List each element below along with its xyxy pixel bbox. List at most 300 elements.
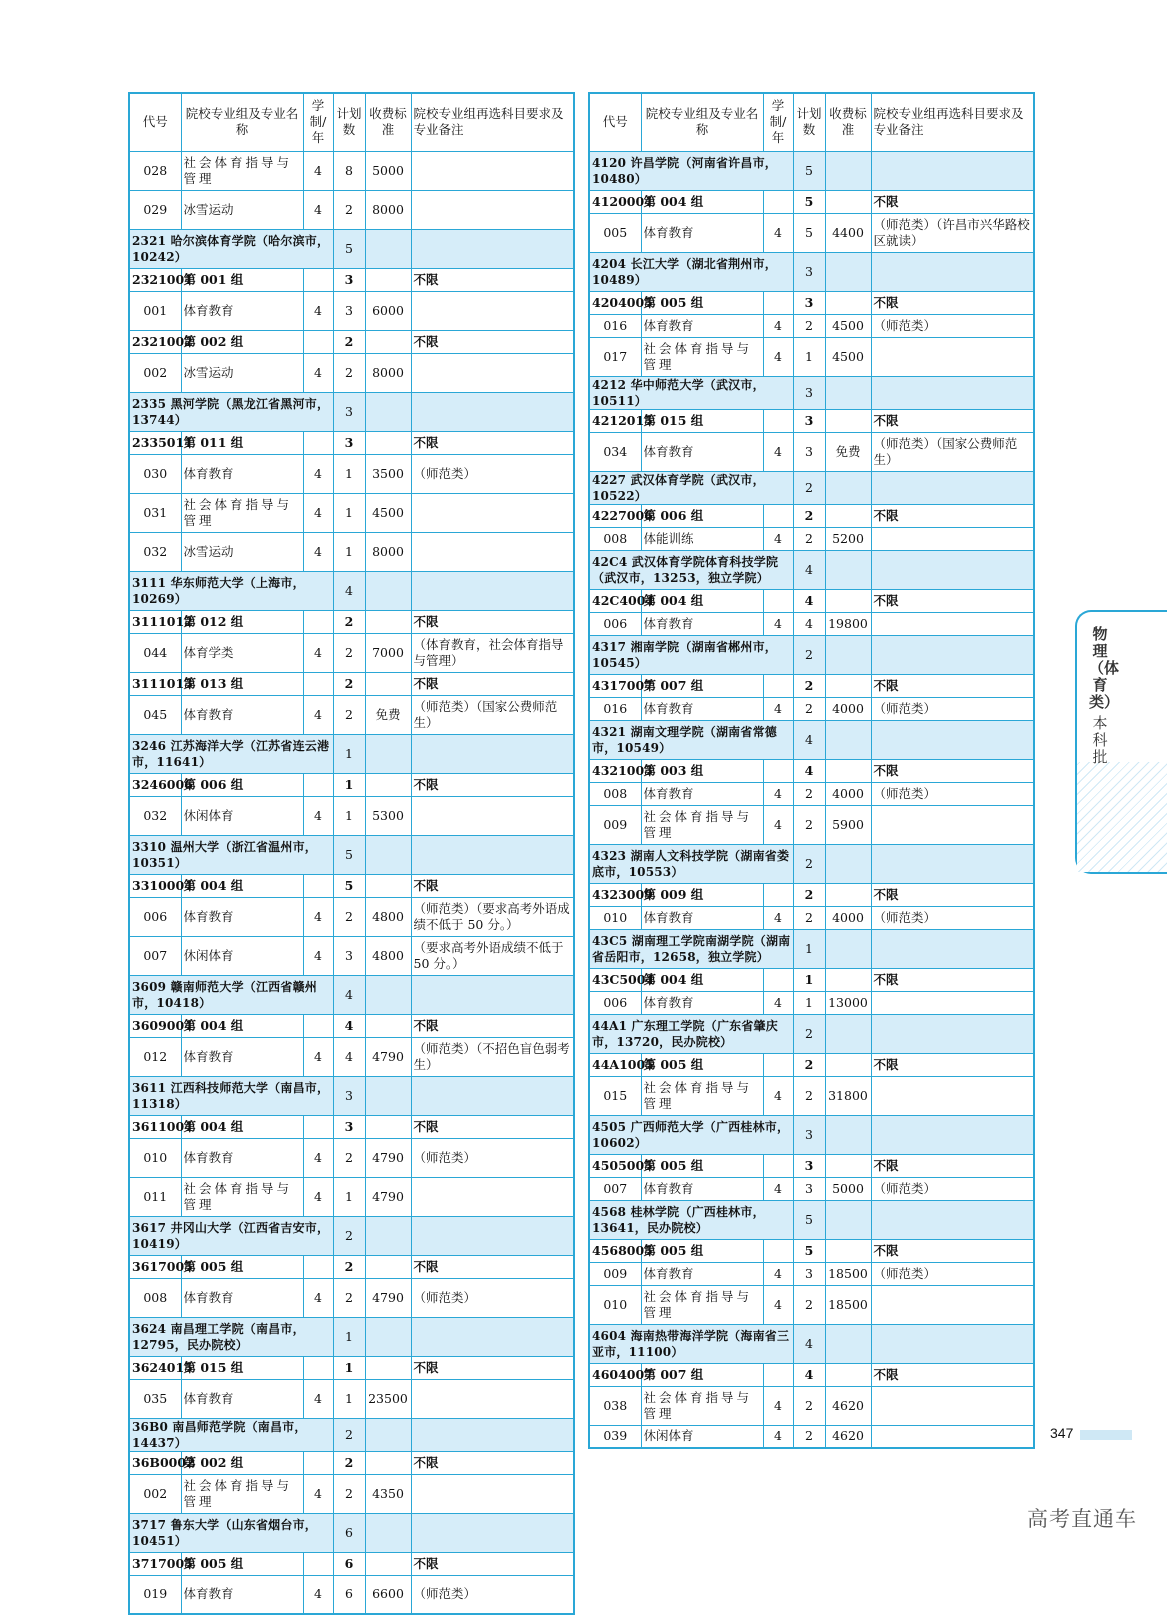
school-notes [411,734,574,773]
major-fee: 4350 [365,1474,411,1513]
school-notes [871,151,1034,190]
major-notes: （师范类）（国家公费师范生） [411,695,574,734]
major-notes [411,796,574,835]
school-plan: 3 [793,1115,825,1154]
major-fee: 23500 [365,1379,411,1418]
major-name: 体育教育 [181,1037,303,1076]
group-name: 第 002 组 [181,1451,303,1474]
group-name: 第 013 组 [181,672,303,695]
major-code: 008 [589,782,641,805]
group-fee [825,1239,871,1262]
admission-table-right [588,92,1035,1449]
group-requirement: 不限 [871,883,1034,906]
major-notes: （师范类） [411,454,574,493]
major-code: 032 [129,532,181,571]
group-requirement: 不限 [871,190,1034,213]
header-name: 院校专业组及专业名称 [181,93,303,151]
major-code: 007 [129,936,181,975]
school-row [589,151,1034,190]
major-row [129,532,574,571]
major-duration: 4 [763,782,793,805]
major-fee: 4500 [825,314,871,337]
school-row [129,975,574,1014]
group-requirement: 不限 [411,1451,574,1474]
major-row [129,1575,574,1614]
group-code: 43C5004 [589,968,641,991]
major-row [129,1379,574,1418]
header-fee: 收费标准 [365,93,411,151]
major-notes: （师范类） [871,314,1034,337]
school-notes [871,550,1034,589]
major-fee: 5900 [825,805,871,844]
group-row [589,190,1034,213]
school-row [129,1076,574,1115]
major-row [589,432,1034,471]
major-duration: 4 [303,936,333,975]
group-fee [365,672,411,695]
major-plan: 5 [793,213,825,252]
major-plan: 1 [333,454,365,493]
school-row [589,1115,1034,1154]
school-notes [411,571,574,610]
major-plan: 1 [793,991,825,1014]
major-row [129,353,574,392]
major-row [589,337,1034,376]
group-row [129,773,574,796]
group-name: 第 003 组 [641,759,763,782]
major-plan: 2 [333,633,365,672]
group-requirement: 不限 [411,1115,574,1138]
major-plan: 2 [793,1386,825,1425]
group-requirement: 不限 [871,674,1034,697]
group-plan: 1 [793,968,825,991]
major-notes: （师范类） [871,1262,1034,1285]
major-name: 体育教育 [641,1177,763,1200]
page-number: 347 [1050,1425,1074,1441]
major-plan: 3 [793,432,825,471]
header-code: 代号 [589,93,641,151]
major-fee: 5200 [825,527,871,550]
major-row [589,612,1034,635]
major-duration: 4 [763,1262,793,1285]
school-name: 43C5 湖南理工学院南湖学院（湖南省岳阳市，12658，独立学院） [589,929,793,968]
major-code: 035 [129,1379,181,1418]
group-code: 4321003 [589,759,641,782]
school-name: 3111 华东师范大学（上海市，10269） [129,571,333,610]
major-fee: 3500 [365,454,411,493]
watermark-text: 高考直通车 [1027,1507,1137,1531]
major-name: 社会体育指导与管理 [641,337,763,376]
school-plan: 1 [793,929,825,968]
major-duration: 4 [763,337,793,376]
major-code: 044 [129,633,181,672]
major-row [129,936,574,975]
group-name: 第 011 组 [181,431,303,454]
major-plan: 8 [333,151,365,190]
group-plan: 6 [333,1552,365,1575]
major-code: 005 [589,213,641,252]
school-fee [825,1014,871,1053]
major-code: 011 [129,1177,181,1216]
major-code: 002 [129,353,181,392]
group-name: 第 006 组 [641,504,763,527]
school-name: 3609 赣南师范大学（江西省赣州市，10418） [129,975,333,1014]
major-code: 010 [589,906,641,929]
major-code: 002 [129,1474,181,1513]
major-fee: 免费 [365,695,411,734]
group-plan: 3 [793,291,825,314]
school-notes [411,1076,574,1115]
group-row [589,589,1034,612]
group-code: 4212015 [589,409,641,432]
major-name: 体育教育 [181,454,303,493]
group-code: 3609004 [129,1014,181,1037]
major-notes [871,805,1034,844]
group-name: 第 005 组 [641,1053,763,1076]
school-row [589,635,1034,674]
major-code: 017 [589,337,641,376]
major-notes [871,1386,1034,1425]
group-row [589,1053,1034,1076]
group-fee [365,610,411,633]
major-code: 034 [589,432,641,471]
group-plan: 1 [333,773,365,796]
group-row [589,883,1034,906]
group-name: 第 005 组 [181,1552,303,1575]
group-requirement: 不限 [871,409,1034,432]
school-plan: 1 [333,734,365,773]
school-row [129,734,574,773]
school-notes [411,1513,574,1552]
header-duration: 学制/年 [303,93,333,151]
major-name: 体育教育 [641,612,763,635]
major-row [129,1474,574,1513]
major-plan: 1 [333,532,365,571]
school-name: 3717 鲁东大学（山东省烟台市，10451） [129,1513,333,1552]
major-fee: 4790 [365,1278,411,1317]
major-duration: 4 [303,1474,333,1513]
major-row [129,493,574,532]
group-code: 3611004 [129,1115,181,1138]
major-name: 体育教育 [641,991,763,1014]
major-row [589,1425,1034,1448]
group-row [129,431,574,454]
major-fee: 31800 [825,1076,871,1115]
group-requirement: 不限 [871,1239,1034,1262]
school-plan: 6 [333,1513,365,1552]
school-fee [825,151,871,190]
major-fee: 4790 [365,1138,411,1177]
major-fee: 18500 [825,1262,871,1285]
group-row [129,1356,574,1379]
group-duration [763,968,793,991]
table-header-row [589,93,1034,151]
group-plan: 2 [333,610,365,633]
group-plan: 4 [793,1363,825,1386]
major-row [589,314,1034,337]
major-name: 体育教育 [641,213,763,252]
group-code: 2335011 [129,431,181,454]
group-code: 42C4004 [589,589,641,612]
group-name: 第 005 组 [181,1255,303,1278]
header-plan: 计划数 [793,93,825,151]
major-row [589,906,1034,929]
group-duration [763,589,793,612]
school-name: 4604 海南热带海洋学院（海南省三亚市，11100） [589,1324,793,1363]
school-notes [411,835,574,874]
school-name: 3246 江苏海洋大学（江苏省连云港市，11641） [129,734,333,773]
school-name: 3624 南昌理工学院（南昌市，12795，民办院校） [129,1317,333,1356]
group-row [129,672,574,695]
group-duration [763,1053,793,1076]
group-code: 2321002 [129,330,181,353]
major-notes [871,337,1034,376]
group-code: 36B0002 [129,1451,181,1474]
school-plan: 4 [333,571,365,610]
major-notes: （师范类） [871,1177,1034,1200]
major-duration: 4 [303,1278,333,1317]
group-code: 4204005 [589,291,641,314]
group-fee [365,1356,411,1379]
major-duration: 4 [763,1386,793,1425]
major-name: 冰雪运动 [181,353,303,392]
major-fee: 4800 [365,897,411,936]
group-plan: 4 [793,589,825,612]
major-duration: 4 [763,906,793,929]
school-name: 3617 井冈山大学（江西省吉安市，10419） [129,1216,333,1255]
major-plan: 3 [333,936,365,975]
group-code: 4604007 [589,1363,641,1386]
major-name: 体育教育 [181,695,303,734]
major-row [129,695,574,734]
school-plan: 1 [333,1317,365,1356]
group-requirement: 不限 [871,1053,1034,1076]
school-name: 4323 湖南人文科技学院（湖南省娄底市，10553） [589,844,793,883]
admission-table-left [128,92,575,1615]
group-plan: 2 [793,1053,825,1076]
major-code: 015 [589,1076,641,1115]
major-notes: （师范类） [411,1138,574,1177]
major-code: 001 [129,291,181,330]
major-plan: 3 [333,291,365,330]
major-fee: 4790 [365,1177,411,1216]
major-duration: 4 [763,432,793,471]
major-plan: 2 [793,906,825,929]
school-row [129,1216,574,1255]
major-code: 007 [589,1177,641,1200]
major-row [129,1177,574,1216]
school-row [589,550,1034,589]
major-row [589,1177,1034,1200]
group-name: 第 005 组 [641,1154,763,1177]
school-notes [871,844,1034,883]
group-requirement: 不限 [871,1154,1034,1177]
major-notes [411,1177,574,1216]
major-duration: 4 [303,796,333,835]
major-fee: 4000 [825,906,871,929]
major-plan: 1 [793,337,825,376]
school-name: 44A1 广东理工学院（广东省肇庆市，13720，民办院校） [589,1014,793,1053]
major-notes: （师范类）（要求高考外语成绩不低于 50 分。） [411,897,574,936]
major-name: 体能训练 [641,527,763,550]
major-notes [411,291,574,330]
major-fee: 5000 [825,1177,871,1200]
group-row [129,1115,574,1138]
group-row [129,1014,574,1037]
group-fee [825,190,871,213]
major-notes: （师范类）（国家公费师范生） [871,432,1034,471]
group-duration [763,1239,793,1262]
major-row [129,190,574,229]
school-notes [411,1418,574,1451]
major-code: 028 [129,151,181,190]
school-name: 4212 华中师范大学（武汉市，10511） [589,376,793,409]
group-requirement: 不限 [871,504,1034,527]
major-fee: 8000 [365,532,411,571]
group-code: 4227006 [589,504,641,527]
major-name: 冰雪运动 [181,190,303,229]
major-notes: （师范类） [411,1278,574,1317]
school-fee [365,571,411,610]
group-fee [365,773,411,796]
school-row [589,376,1034,409]
school-plan: 4 [793,1324,825,1363]
major-notes [871,1425,1034,1448]
school-row [589,1200,1034,1239]
group-name: 第 009 组 [641,883,763,906]
group-plan: 2 [793,883,825,906]
group-name: 第 006 组 [181,773,303,796]
major-duration: 4 [763,1076,793,1115]
major-row [589,1285,1034,1324]
major-name: 休闲体育 [641,1425,763,1448]
group-requirement: 不限 [411,1255,574,1278]
major-row [129,1278,574,1317]
major-name: 社会体育指导与管理 [641,1076,763,1115]
section-side-tab [1075,610,1167,874]
header-code: 代号 [129,93,181,151]
major-duration: 4 [763,612,793,635]
group-fee [825,674,871,697]
school-fee [825,929,871,968]
group-duration [763,674,793,697]
school-notes [411,229,574,268]
group-duration [303,431,333,454]
major-fee: 5300 [365,796,411,835]
group-plan: 2 [333,1255,365,1278]
major-row [129,897,574,936]
major-notes: （要求高考外语成绩不低于 50 分。） [411,936,574,975]
group-requirement: 不限 [411,268,574,291]
side-tab-line2: 本科批 [1092,714,1108,766]
major-fee: 6600 [365,1575,411,1614]
school-plan: 4 [793,720,825,759]
major-plan: 1 [333,1379,365,1418]
school-row [129,1513,574,1552]
group-fee [365,431,411,454]
major-name: 社会体育指导与管理 [181,493,303,532]
group-code: 4568005 [589,1239,641,1262]
group-code: 3624015 [129,1356,181,1379]
page-number-bar [1080,1430,1132,1440]
major-name: 体育教育 [641,906,763,929]
major-fee: 4000 [825,782,871,805]
group-name: 第 004 组 [181,1014,303,1037]
major-plan: 2 [333,897,365,936]
school-notes [411,1216,574,1255]
group-plan: 4 [333,1014,365,1037]
group-row [589,409,1034,432]
group-plan: 2 [793,674,825,697]
group-name: 第 004 组 [181,1115,303,1138]
major-notes [871,1076,1034,1115]
major-duration: 4 [303,151,333,190]
major-name: 体育教育 [181,291,303,330]
major-row [589,1386,1034,1425]
group-code: 4120004 [589,190,641,213]
major-row [589,213,1034,252]
group-plan: 2 [793,504,825,527]
school-fee [365,835,411,874]
major-plan: 2 [333,1138,365,1177]
major-duration: 4 [303,454,333,493]
group-row [589,1154,1034,1177]
group-row [129,268,574,291]
major-code: 008 [129,1278,181,1317]
major-notes [871,1285,1034,1324]
major-row [129,1138,574,1177]
group-duration [303,1552,333,1575]
major-notes: （师范类）（不招色盲色弱考生） [411,1037,574,1076]
major-duration: 4 [303,291,333,330]
group-name: 第 005 组 [641,1239,763,1262]
major-row [589,527,1034,550]
group-duration [303,1014,333,1037]
major-plan: 2 [333,1474,365,1513]
school-row [129,1317,574,1356]
major-fee: 19800 [825,612,871,635]
header-notes: 院校专业组再选科目要求及专业备注 [871,93,1034,151]
major-name: 体育教育 [641,1262,763,1285]
group-plan: 3 [333,1115,365,1138]
major-duration: 4 [763,213,793,252]
header-plan: 计划数 [333,93,365,151]
header-fee: 收费标准 [825,93,871,151]
school-row [589,252,1034,291]
major-row [129,796,574,835]
major-notes [411,532,574,571]
group-fee [825,759,871,782]
group-code: 3717005 [129,1552,181,1575]
school-row [129,392,574,431]
school-row [129,1418,574,1451]
school-fee [365,392,411,431]
school-fee [365,229,411,268]
header-notes: 院校专业组再选科目要求及专业备注 [411,93,574,151]
major-row [589,805,1034,844]
school-plan: 3 [793,376,825,409]
major-code: 012 [129,1037,181,1076]
major-row [129,291,574,330]
major-notes [871,612,1034,635]
group-fee [825,409,871,432]
school-name: 2321 哈尔滨体育学院（哈尔滨市，10242） [129,229,333,268]
major-plan: 2 [793,697,825,720]
school-fee [825,376,871,409]
school-fee [825,844,871,883]
group-code: 44A1005 [589,1053,641,1076]
school-name: 4120 许昌学院（河南省许昌市，10480） [589,151,793,190]
